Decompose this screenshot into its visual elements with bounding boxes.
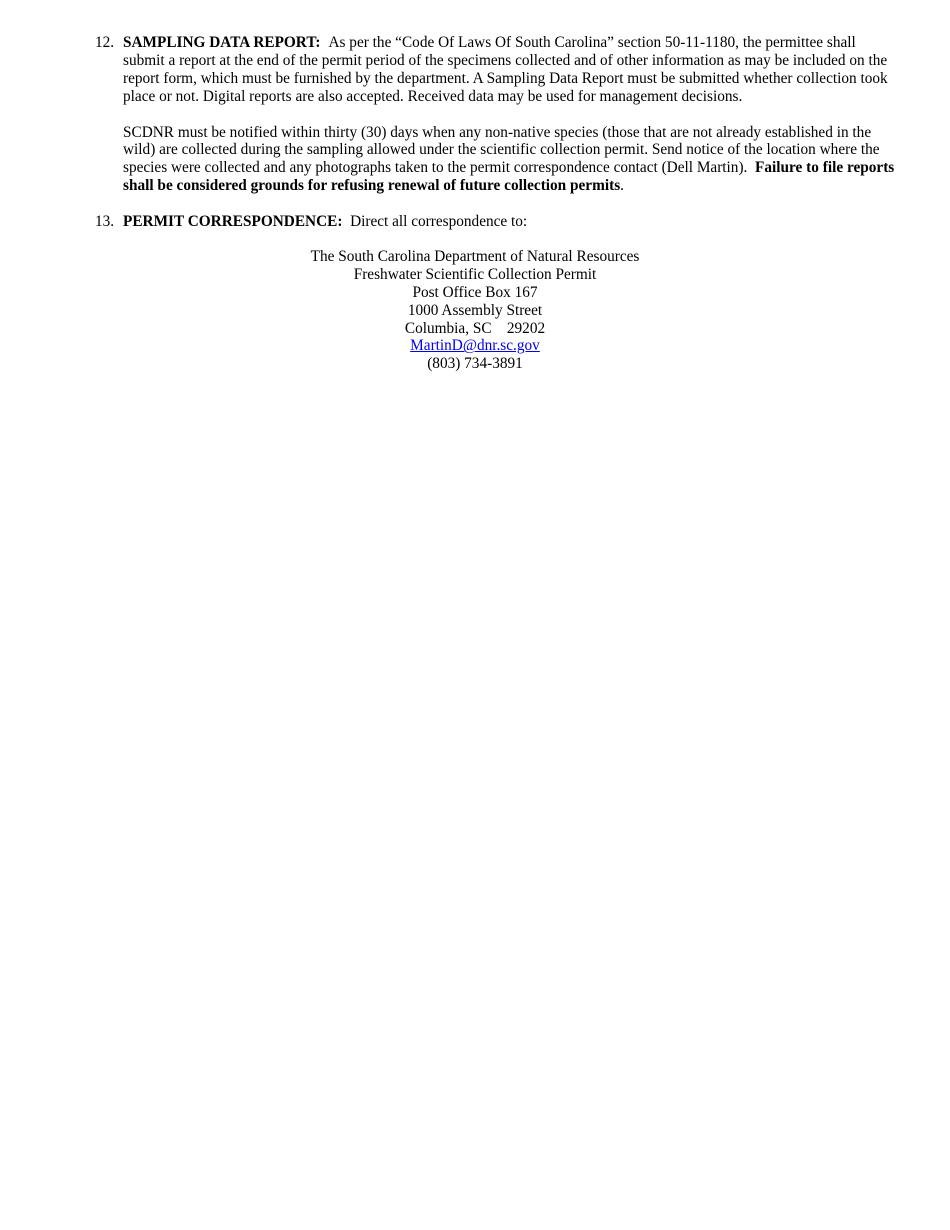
address-street: 1000 Assembly Street xyxy=(407,301,543,319)
paragraph-text: As per the “Code Of Laws Of South Carolina” section 50-11-1180, the permittee shall submit a report at the end of the permit period of the specimens collected and of other information as may be included on the report form, which must be furnished by the department. A Sampling Data Report must be submitted whether collection took place or not. Digital reports are also accepted. Received data may be used for management decisions. xyxy=(123,34,888,105)
paragraph-correspondence xyxy=(123,213,895,231)
address-organization: The South Carolina Department of Natural Resources xyxy=(310,248,640,265)
address-email-line xyxy=(0,337,950,355)
paragraph-non-native-species xyxy=(123,124,895,196)
section-heading: PERMIT CORRESPONDENCE: xyxy=(123,213,343,230)
paragraph-text: Direct all correspondence to: xyxy=(350,213,528,230)
section-13-permit-correspondence xyxy=(95,213,895,231)
section-body xyxy=(123,34,895,195)
section-heading: SAMPLING DATA REPORT: xyxy=(123,34,321,51)
section-body xyxy=(123,213,895,231)
section-12-sampling-data-report xyxy=(95,34,895,195)
paragraph-text: SCDNR must be notified within thirty (30) days when any non-native species (those that are not already established in the wild) are collected during the sampling allowed under the scientific collection permit. Send notice of the location where the species were collected and any photographs taken to the permit correspondence contact (Dell Martin). xyxy=(123,123,880,177)
mailing-address xyxy=(0,248,950,373)
address-po-box: Post Office Box 167 xyxy=(412,283,538,301)
failure-warning: Failure to file reports shall be considered grounds for refusing renewal of future collection permits xyxy=(123,159,895,195)
paragraph-sampling-report xyxy=(123,34,895,106)
address-city-state: Columbia, SC xyxy=(404,319,492,337)
address-city-line xyxy=(0,320,950,338)
address-program: Freshwater Scientific Collection Permit xyxy=(353,265,597,283)
address-phone: (803) 734-3891 xyxy=(427,355,523,373)
section-number: 13. xyxy=(95,213,115,230)
email-link[interactable]: MartinD@dnr.sc.gov xyxy=(410,337,540,355)
section-number: 12. xyxy=(95,34,115,51)
paragraph-period: . xyxy=(620,177,624,195)
address-zip: 29202 xyxy=(506,319,546,337)
